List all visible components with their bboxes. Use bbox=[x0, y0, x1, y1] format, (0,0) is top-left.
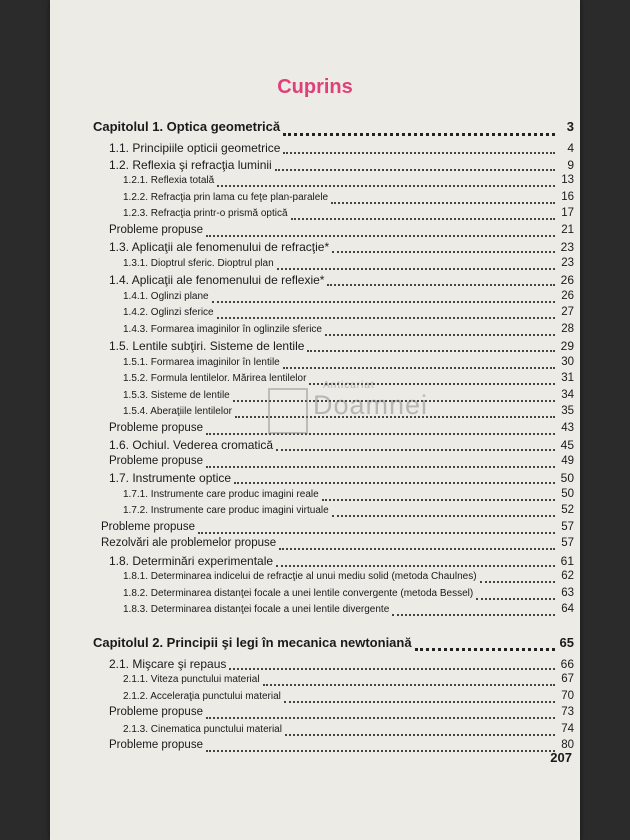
toc-entry-page: 64 bbox=[561, 603, 574, 615]
toc-entry-row bbox=[93, 455, 578, 472]
toc-entry-page: 61 bbox=[560, 553, 574, 568]
toc-entry-page: 26 bbox=[560, 273, 574, 287]
dot-leader bbox=[285, 734, 555, 736]
toc-entry-label: Probleme propuse bbox=[109, 706, 203, 718]
toc-entry-row bbox=[93, 224, 578, 241]
toc-entry-row bbox=[93, 587, 578, 604]
toc-entry-page: 13 bbox=[561, 174, 574, 186]
toc-entry-page: 26 bbox=[561, 289, 574, 302]
toc-entry-page: 28 bbox=[561, 322, 574, 335]
dot-leader bbox=[331, 202, 555, 204]
toc-entry-row bbox=[93, 191, 578, 208]
toc-entry-label: 1.4.2. Oglinzi sferice bbox=[123, 307, 214, 318]
toc-entry-page: 21 bbox=[561, 223, 574, 236]
toc-entry-page: 45 bbox=[560, 438, 574, 452]
toc-entry-page: 9 bbox=[567, 157, 574, 172]
toc-entry-page: 57 bbox=[561, 520, 574, 533]
toc-entry-page: 74 bbox=[561, 722, 574, 735]
toc-entry-label: 1.2.1. Reflexia totală bbox=[123, 175, 215, 186]
toc-entry-label: Probleme propuse bbox=[109, 421, 203, 434]
toc-entry-row bbox=[93, 273, 578, 290]
toc-entry-row bbox=[93, 141, 578, 158]
toc-chapter-row bbox=[93, 635, 578, 657]
dot-leader bbox=[283, 152, 555, 154]
toc-entry-label: 2.1. Mişcare şi repaus bbox=[109, 656, 227, 671]
dot-leader bbox=[332, 251, 555, 253]
toc-entry-page: 27 bbox=[561, 306, 574, 318]
toc-entry-row bbox=[93, 290, 578, 307]
toc-entry-label: 1.4.1. Oglinzi plane bbox=[123, 290, 209, 302]
toc-entry-page: 17 bbox=[561, 207, 574, 219]
toc-entry-label: 2.1.3. Cinematica punctului material bbox=[123, 723, 282, 735]
toc-entry-label: 1.7. Instrumente optice bbox=[109, 471, 232, 485]
toc-entry-label: Probleme propuse bbox=[109, 739, 203, 751]
toc-entry-page: 43 bbox=[561, 421, 574, 434]
toc-entry-page: 23 bbox=[561, 256, 574, 269]
toc-entry-page: 57 bbox=[561, 537, 574, 549]
toc-entry-page: 3 bbox=[566, 119, 574, 134]
toc-entry-label: 1.2.2. Refracţia prin lama cu feţe plan-paralele bbox=[123, 191, 329, 203]
dot-leader bbox=[480, 581, 555, 583]
toc-entry-row bbox=[93, 240, 578, 257]
toc-entry-row bbox=[93, 657, 578, 674]
dot-leader bbox=[217, 317, 555, 319]
toc-entry-page: 73 bbox=[561, 706, 574, 718]
toc-entry-row bbox=[93, 174, 578, 191]
toc-entry-row bbox=[93, 706, 578, 723]
toc-entry-label: 1.7.2. Instrumente care produc imagini virtuale bbox=[123, 505, 329, 516]
toc-entry-label: 2.1.1. Viteza punctului material bbox=[123, 674, 260, 685]
toc-entry-label: 1.5.1. Formarea imaginilor în lentile bbox=[123, 356, 280, 368]
toc-entry-page: 65 bbox=[559, 634, 574, 650]
dot-leader bbox=[229, 668, 555, 670]
toc-entry-page: 29 bbox=[560, 339, 574, 353]
toc-entry-label: 1.3. Aplicaţii ale fenomenului de refracţie* bbox=[109, 240, 330, 254]
dot-leader bbox=[327, 284, 555, 286]
dot-leader bbox=[206, 235, 555, 237]
toc-entry-page: 4 bbox=[567, 141, 574, 155]
toc-entry-label: 1.7.1. Instrumente care produc imagini reale bbox=[123, 488, 319, 500]
dot-leader bbox=[277, 268, 555, 270]
toc-entry-row bbox=[93, 306, 578, 323]
toc-entry-label: Capitolul 2. Principii şi legi în mecanica newtoniană bbox=[93, 634, 412, 650]
dot-leader bbox=[284, 701, 555, 703]
toc-entry-page: 34 bbox=[561, 388, 574, 401]
toc-entry-page: 31 bbox=[561, 372, 574, 384]
dot-leader bbox=[476, 598, 555, 600]
toc-entry-row bbox=[93, 603, 578, 620]
toc-entry-row bbox=[93, 471, 578, 488]
toc-entry-label: 1.5.3. Sisteme de lentile bbox=[123, 389, 230, 401]
toc-entry-row bbox=[93, 723, 578, 740]
toc-entry-label: 1.5. Lentile subţiri. Sisteme de lentile bbox=[109, 339, 305, 353]
toc-entry-label: 1.4.3. Formarea imaginilor în oglinzile sferice bbox=[123, 323, 322, 335]
dot-leader bbox=[275, 169, 555, 171]
toc-entry-label: 1.2. Reflexia şi refracţia luminii bbox=[109, 157, 272, 172]
dot-leader bbox=[325, 334, 555, 336]
toc-entry-label: 1.5.2. Formula lentilelor. Mărirea lentilelor bbox=[123, 373, 307, 384]
toc-entry-label: Probleme propuse bbox=[109, 454, 203, 467]
toc-entry-row bbox=[93, 739, 578, 756]
toc-entry-label: 1.4. Aplicaţii ale fenomenului de reflexie* bbox=[109, 273, 325, 287]
toc-entry-row bbox=[93, 673, 578, 690]
toc-entry-page: 23 bbox=[560, 240, 574, 254]
toc-entry-label: 1.3.1. Dioptrul sferic. Dioptrul plan bbox=[123, 257, 274, 269]
toc-entry-page: 62 bbox=[561, 570, 574, 582]
dot-leader bbox=[234, 482, 555, 484]
toc-entry-label: 1.8. Determinări experimentale bbox=[109, 553, 274, 568]
dot-leader bbox=[283, 133, 555, 136]
toc-entry-label: 1.8.1. Determinarea indicelui de refracţie al unui mediu solid (metoda Chaulnes) bbox=[123, 571, 477, 582]
dot-leader bbox=[283, 367, 555, 369]
toc-entry-label: 1.1. Principiile opticii geometrice bbox=[109, 141, 281, 155]
toc-entry-label: 1.6. Ochiul. Vederea cromatică bbox=[109, 438, 274, 452]
toc-entry-page: 30 bbox=[561, 355, 574, 368]
toc-entry-label: Probleme propuse bbox=[101, 520, 195, 533]
dot-leader bbox=[276, 565, 555, 567]
dot-leader bbox=[307, 350, 555, 352]
toc-entry-row bbox=[93, 207, 578, 224]
book-page bbox=[50, 0, 580, 840]
toc-entry-row bbox=[93, 504, 578, 521]
toc-entry-row bbox=[93, 488, 578, 505]
toc-entry-page: 49 bbox=[561, 454, 574, 467]
toc-entry-row bbox=[93, 257, 578, 274]
toc-entry-row bbox=[93, 554, 578, 571]
watermark-logo bbox=[268, 388, 308, 434]
toc-entry-row bbox=[93, 339, 578, 356]
toc-entry-page: 63 bbox=[561, 586, 574, 599]
dot-leader bbox=[198, 532, 555, 534]
toc-entry-label: 1.2.3. Refracţia printr-o prismă optică bbox=[123, 208, 288, 219]
toc-entry-row bbox=[93, 537, 578, 554]
dot-leader bbox=[392, 614, 555, 616]
toc-entry-row bbox=[93, 158, 578, 175]
toc-entry-page: 50 bbox=[560, 471, 574, 485]
toc-entry-page: 67 bbox=[561, 673, 574, 685]
toc-entry-page: 16 bbox=[561, 190, 574, 203]
dot-leader bbox=[263, 684, 555, 686]
toc-entry-row bbox=[93, 690, 578, 707]
watermark bbox=[268, 380, 433, 450]
toc-entry-label: 1.5.4. Aberaţiile lentilelor bbox=[123, 406, 232, 417]
toc-entry-page: 80 bbox=[561, 739, 574, 751]
toc-entry-page: 52 bbox=[561, 504, 574, 516]
toc-entry-row bbox=[93, 521, 578, 538]
toc-entry-label: 1.8.2. Determinarea distanţei focale a unei lentile convergente (metoda Bessel) bbox=[123, 587, 474, 599]
toc-entry-label: Rezolvări ale problemelor propuse bbox=[101, 537, 277, 549]
watermark-main-text: Doamnei bbox=[313, 390, 429, 420]
toc-entry-page: 35 bbox=[561, 405, 574, 417]
page-number: 207 bbox=[550, 750, 572, 765]
toc-entry-label: 2.1.2. Acceleraţia punctului material bbox=[123, 690, 281, 702]
toc-entry-label: 1.8.3. Determinarea distanţei focale a unei lentile divergente bbox=[123, 604, 390, 615]
dot-leader bbox=[291, 218, 555, 220]
toc-entry-page: 50 bbox=[561, 487, 574, 500]
dot-leader bbox=[206, 717, 555, 719]
dot-leader bbox=[332, 515, 555, 517]
watermark-top-text: Anticariat bbox=[323, 380, 375, 391]
toc-entry-page: 70 bbox=[561, 689, 574, 702]
toc-entry-row bbox=[93, 323, 578, 340]
dot-leader bbox=[206, 466, 555, 468]
dot-leader bbox=[322, 499, 555, 501]
dot-leader bbox=[415, 648, 555, 651]
toc-entry-row bbox=[93, 356, 578, 373]
dot-leader bbox=[279, 548, 555, 550]
page-title: Cuprins bbox=[277, 76, 353, 98]
toc-entry-label: Capitolul 1. Optica geometrică bbox=[93, 119, 281, 134]
toc-entry-label: Probleme propuse bbox=[109, 223, 203, 236]
dot-leader bbox=[206, 750, 555, 752]
toc-entry-page: 66 bbox=[560, 656, 574, 671]
toc-chapter-row bbox=[93, 119, 578, 141]
dot-leader bbox=[217, 185, 555, 187]
dot-leader bbox=[212, 301, 555, 303]
toc-entry-row bbox=[93, 570, 578, 587]
